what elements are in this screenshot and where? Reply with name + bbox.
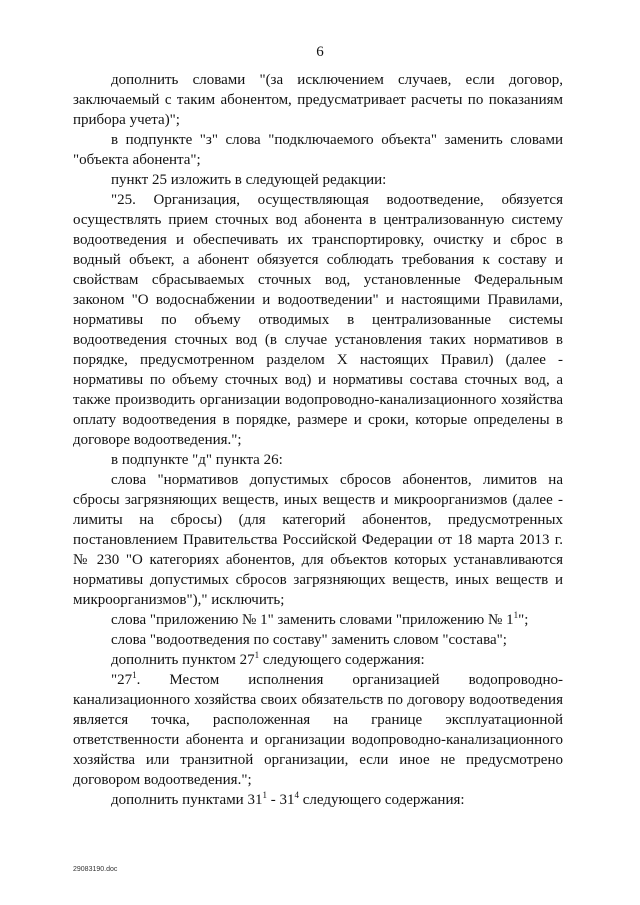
- text-run: . Местом исполнения организацией водопроводно-канализационного хозяйства своих обязательств по договору водоотведения является точка, расположенная на границе эксплуатационной ответственности абонента и организации водопроводно-канализационного хозяйства или транзитной организации, если иное не предусмотрено договором водоотведения.";: [73, 672, 563, 788]
- paragraph: [73, 790, 563, 810]
- superscript: 1: [513, 610, 519, 620]
- paragraph: слова "водоотведения по составу" заменить словом "состава";: [111, 632, 507, 648]
- text-run: следующего содержания:: [259, 652, 425, 668]
- page-number: 6: [316, 44, 324, 60]
- paragraph: слова "нормативов допустимых сбросов абонентов, лимитов на сбросы загрязняющих веществ, иных веществ и микроорганизмов (далее - лимиты на сбросы) (для категорий абонентов, предусмотренных постановлением Правительства Российской Федерации от 18 марта 2013 г. № 230 "О категориях абонентов, для объектов которых устанавливаются нормативы допустимых сбросов загрязняющих веществ, иных веществ и микроорганизмов")," исключить;: [73, 472, 563, 608]
- paragraph: "25. Организация, осуществляющая водоотведение, обязуется осуществлять прием сточных вод абонента в централизованную систему водоотведения и обеспечивать их транспортировку, очистку и сброс в водный объект, а абонент обязуется соблюдать требования к составу и свойствам сбрасываемых сточных вод, установленные Федеральным законом "О водоснабжении и водоотведении" и настоящими Правилами, нормативы по объему отводимых в централизованные системы водоотведения сточных вод (в случае установления таких нормативов в порядке, предусмотренном разделом X настоящих Правил) (далее - нормативы по объему сточных вод) и нормативы состава сточных вод, а также производить организации водопроводно-канализационного хозяйства оплату водоотведения в порядке, размере и сроки, которые определены в договоре водоотведения.";: [73, 192, 563, 448]
- text-run: ";: [518, 612, 529, 628]
- document-body: [73, 70, 563, 810]
- text-run: дополнить пунктом 27: [111, 652, 255, 668]
- paragraph: в подпункте "д" пункта 26:: [111, 452, 283, 468]
- superscript: 1: [262, 790, 267, 800]
- paragraph: пункт 25 изложить в следующей редакции:: [111, 172, 387, 188]
- superscript: 1: [254, 650, 260, 660]
- paragraph: [73, 650, 563, 670]
- superscript: 4: [294, 790, 299, 800]
- text-run: следующего содержания:: [298, 792, 465, 808]
- paragraph: [73, 670, 563, 790]
- text-run: "27: [111, 672, 133, 688]
- paragraph: [73, 610, 563, 630]
- paragraph: в подпункте "з" слова "подключаемого объекта" заменить словами "объекта абонента";: [73, 132, 563, 168]
- text-run: дополнить пунктами 31: [111, 792, 263, 808]
- text-run: - 31: [266, 792, 295, 808]
- superscript: 1: [132, 670, 137, 680]
- footer-filename: 29083190.doc: [73, 866, 118, 873]
- text-run: слова "приложению № 1" заменить словами "приложению № 1: [111, 612, 514, 628]
- paragraph: дополнить словами "(за исключением случаев, если договор, заключаемый с таким абонентом, предусматривает расчеты по показаниям прибора учета)";: [73, 72, 563, 128]
